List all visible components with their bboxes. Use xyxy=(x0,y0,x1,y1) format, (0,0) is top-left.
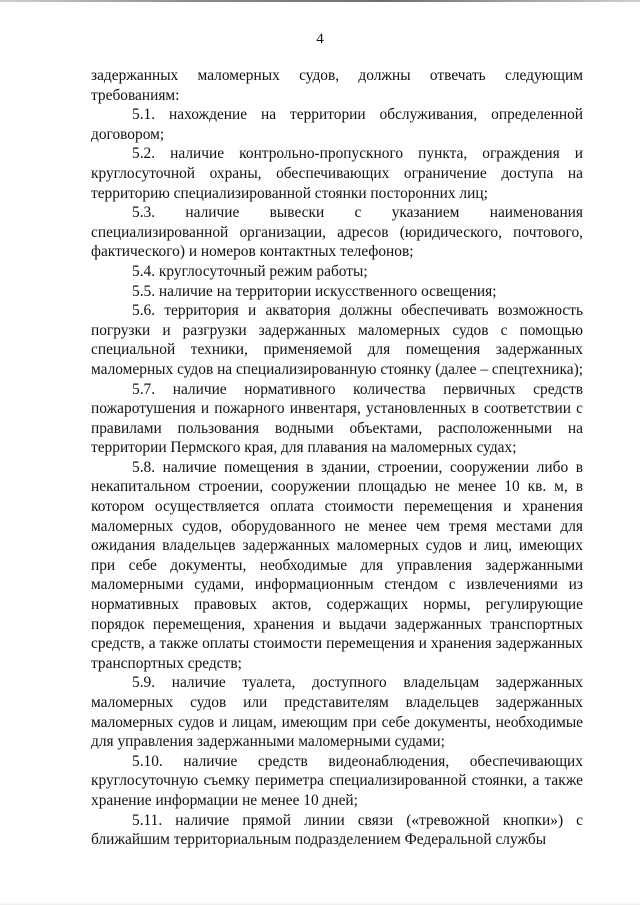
paragraph-5-9: 5.9. наличие туалета, доступного владельцам задержанных маломерных судов или представителям владельцев задержанных маломерных судов и лицам, имеющим при себе документы, необходимые для управления задержанными маломерными судами; xyxy=(91,674,583,751)
page-number: 4 xyxy=(316,31,324,47)
paragraph-5-2: 5.2. наличие контрольно-пропускного пункта, ограждения и круглосуточной охраны, обеспечивающих ограничение доступа на территорию специализированной стоянки посторонних лиц; xyxy=(91,145,583,202)
paragraph-5-6: 5.6. территория и акватория должны обеспечивать возможность погрузки и разгрузки задержанных маломерных судов с помощью специальной техники, применяемой для помещения задержанных маломерных судов на специализированную стоянку (далее – спецтехника); xyxy=(91,302,584,378)
paragraph-5-4: 5.4. круглосуточный режим работы; xyxy=(132,262,368,280)
paragraph-5-7: 5.7. наличие нормативного количества первичных средств пожаротушения и пожарного инвентаря, установленных в соответствии с правилами пользования водными объектами, расположенными на территории Пермского края, для плавания на маломерных судах; xyxy=(91,380,583,457)
paragraph-5-11: 5.11. наличие прямой линии связи («тревожной кнопки») с ближайшим территориальным подразделением Федеральной службы xyxy=(91,811,583,849)
top-scan-edge xyxy=(0,0,640,2)
paragraph-5-8: 5.8. наличие помещения в здании, строении, сооружении либо в некапитальном строении, сооружении площадью не менее 10 кв. м, в котором осуществляется оплата стоимости перемещения и хранения маломерных судов, оборудованного не менее чем тремя местами для ожидания владельцев задержанных маломерных судов и лиц, имеющих при себе документы, необходимые для управления задержанными маломерными судами, информационным стендом с извлечениями из нормативных правовых актов, содержащих нормы, регулирующие порядок перемещения, хранения и выдачи задержанных транспортных средств, а также оплаты стоимости перемещения и хранения задержанных транспортных средств; xyxy=(91,458,583,672)
paragraph-5-3: 5.3. наличие вывески с указанием наименования специализированной организации, адресов (юридического, почтового, фактического) и номеров контактных телефонов; xyxy=(91,204,583,261)
paragraph-5-1: 5.1. нахождение на территории обслуживания, определенной договором; xyxy=(91,106,583,143)
paragraph-5-10: 5.10. наличие средств видеонаблюдения, обеспечивающих круглосуточную съемку периметра специализированной стоянки, а также хранение информации не менее 10 дней; xyxy=(91,752,583,809)
paragraph-intro: задержанных маломерных судов, должны отвечать следующим требованиям: xyxy=(91,67,583,104)
document-body xyxy=(91,66,583,850)
paragraph-5-5: 5.5. наличие на территории искусственного освещения; xyxy=(132,282,497,300)
